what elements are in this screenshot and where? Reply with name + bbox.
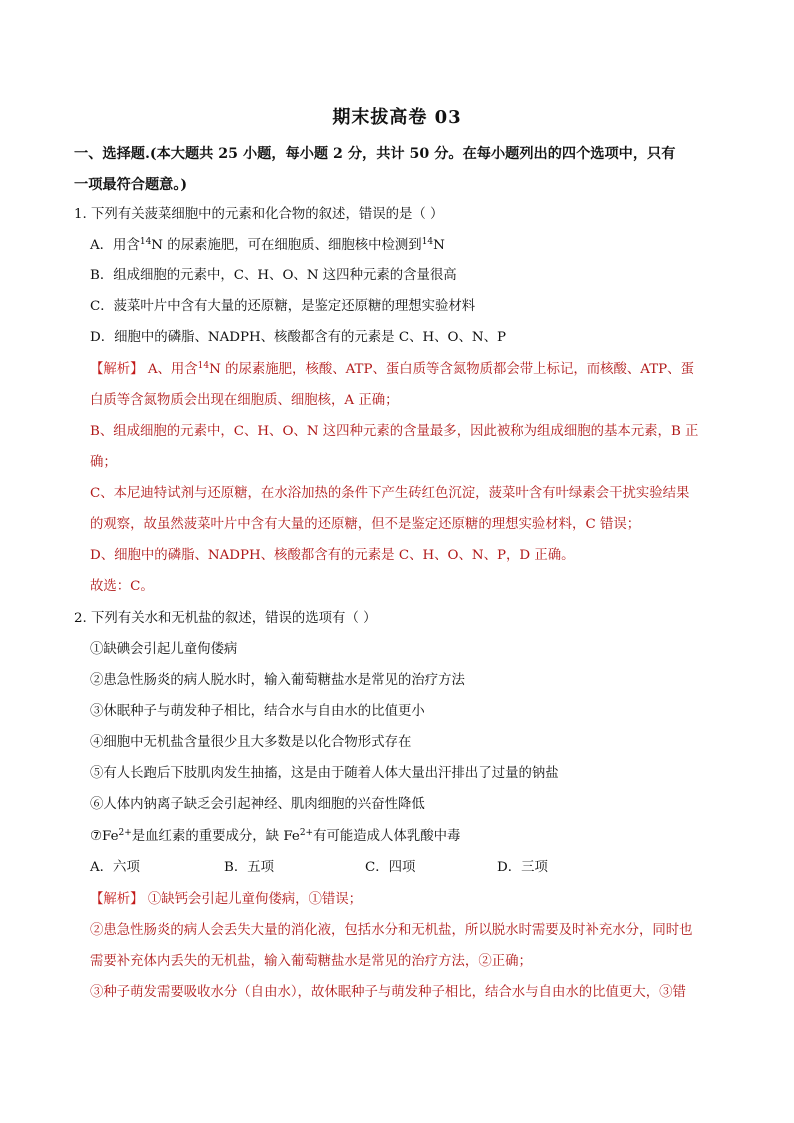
question-2-statement-4: ④细胞中无机盐含量很少且大多数是以化合物形式存在: [90, 735, 412, 750]
question-2-analysis-line-2: ②患急性肠炎的病人会丢失大量的消化液，包括水分和无机盐，所以脱水时需要及时补充水分，同时也: [90, 923, 693, 938]
question-2-analysis-line-4: ③种子萌发需要吸收水分（自由水），故休眠种子与萌发种子相比，结合水与自由水的比值更大，③错: [90, 985, 686, 1000]
question-2-statement-1: ①缺碘会引起儿童佝偻病: [90, 642, 238, 657]
question-1-analysis-line-1: [90, 360, 694, 380]
statement-7-text-start: ⑦Fe: [90, 829, 119, 844]
question-2-statement-5: ⑤有人长跑后下肢肌肉发生抽搐，这是由于随着人体大量出汗排出了过量的钠盐: [90, 766, 559, 781]
analysis-tag: 【解析】: [90, 362, 144, 377]
question-1-option-a: [90, 236, 445, 256]
ion-charge-superscript: 2+: [118, 828, 132, 838]
question-1-option-b: B．组成细胞的元素中，C、H、O、N 这四种元素的含量很高: [90, 268, 457, 283]
question-1-analysis-line-3: B、组成细胞的元素中，C、H、O、N 这四种元素的含量最多，因此被称为组成细胞的基本元素，B 正: [90, 424, 699, 439]
analysis-text-end: N 的尿素施肥，核酸、ATP、蛋白质等含氮物质都会带上标记，而核酸、ATP、蛋: [209, 362, 694, 377]
question-1-analysis-line-5: C、本尼迪特试剂与还原糖，在水浴加热的条件下产生砖红色沉淀，菠菜叶含有叶绿素会干扰实验结果: [90, 486, 690, 501]
question-2-statement-7: [90, 827, 460, 847]
question-1-option-c: C．菠菜叶片中含有大量的还原糖，是鉴定还原糖的理想实验材料: [90, 299, 476, 314]
question-2-option-c: C．四项: [365, 860, 416, 875]
question-2-option-d: D．三项: [497, 860, 548, 875]
question-2-statement-6: ⑥人体内钠离子缺乏会引起神经、肌肉细胞的兴奋性降低: [90, 797, 425, 812]
option-a-text-start: A．用含: [90, 238, 140, 253]
question-2-analysis-line-3: 需要补充体内丢失的无机盐，输入葡萄糖盐水是常见的治疗方法，②正确；: [90, 954, 532, 969]
question-1-analysis-line-6: 的观察，故虽然菠菜叶片中含有大量的还原糖，但不是鉴定还原糖的理想实验材料，C 错误；: [90, 517, 641, 532]
option-a-text-middle: N 的尿素施肥，可在细胞质、细胞核中检测到: [151, 238, 422, 253]
analysis-text-start: A、用含: [143, 362, 198, 377]
question-1-option-d: D．细胞中的磷脂、NADPH、核酸都含有的元素是 C、H、O、N、P: [90, 330, 507, 345]
question-1-answer: 故选：C。: [90, 579, 154, 594]
question-1-analysis-line-7: D、细胞中的磷脂、NADPH、核酸都含有的元素是 C、H、O、N、P，D 正确。: [90, 548, 575, 563]
statement-7-text-end: 有可能造成人体乳酸中毒: [313, 829, 461, 844]
ion-charge-superscript: 2+: [299, 828, 314, 838]
question-2-statement-2: ②患急性肠炎的病人脱水时，输入葡萄糖盐水是常见的治疗方法: [90, 673, 465, 688]
section-heading-line-2: 一项最符合题意。): [74, 177, 188, 193]
section-heading-line-1: 一、选择题.(本大题共 25 小题，每小题 2 分，共计 50 分。在每小题列出的四个选项中，只有: [74, 146, 676, 162]
question-1-analysis-line-4: 确；: [90, 455, 117, 470]
option-a-text-end: N: [433, 238, 445, 253]
statement-7-text-middle: 是血红素的重要成分，缺 Fe: [131, 829, 300, 844]
question-2-stem: 2. 下列有关水和无机盐的叙述，错误的选项有（ ）: [74, 611, 377, 626]
question-2-analysis-line-1: [90, 890, 362, 910]
isotope-superscript: 14: [139, 237, 152, 247]
page-title: 期末拔高卷 03: [332, 107, 462, 128]
analysis-text: ①缺钙会引起儿童佝偻病，①错误；: [143, 892, 363, 907]
question-1-stem: 1. 下列有关菠菜细胞中的元素和化合物的叙述，错误的是（ ）: [74, 207, 444, 222]
question-2-option-b: B．五项: [224, 860, 275, 875]
analysis-tag: 【解析】: [90, 892, 144, 907]
isotope-superscript: 14: [421, 237, 434, 247]
question-2-statement-3: ③休眠种子与萌发种子相比，结合水与自由水的比值更小: [90, 704, 425, 719]
question-2-option-a: A．六项: [90, 860, 140, 875]
question-1-analysis-line-2: 白质等含氮物质会出现在细胞质、细胞核，A 正确；: [90, 393, 399, 408]
isotope-superscript: 14: [197, 361, 210, 371]
